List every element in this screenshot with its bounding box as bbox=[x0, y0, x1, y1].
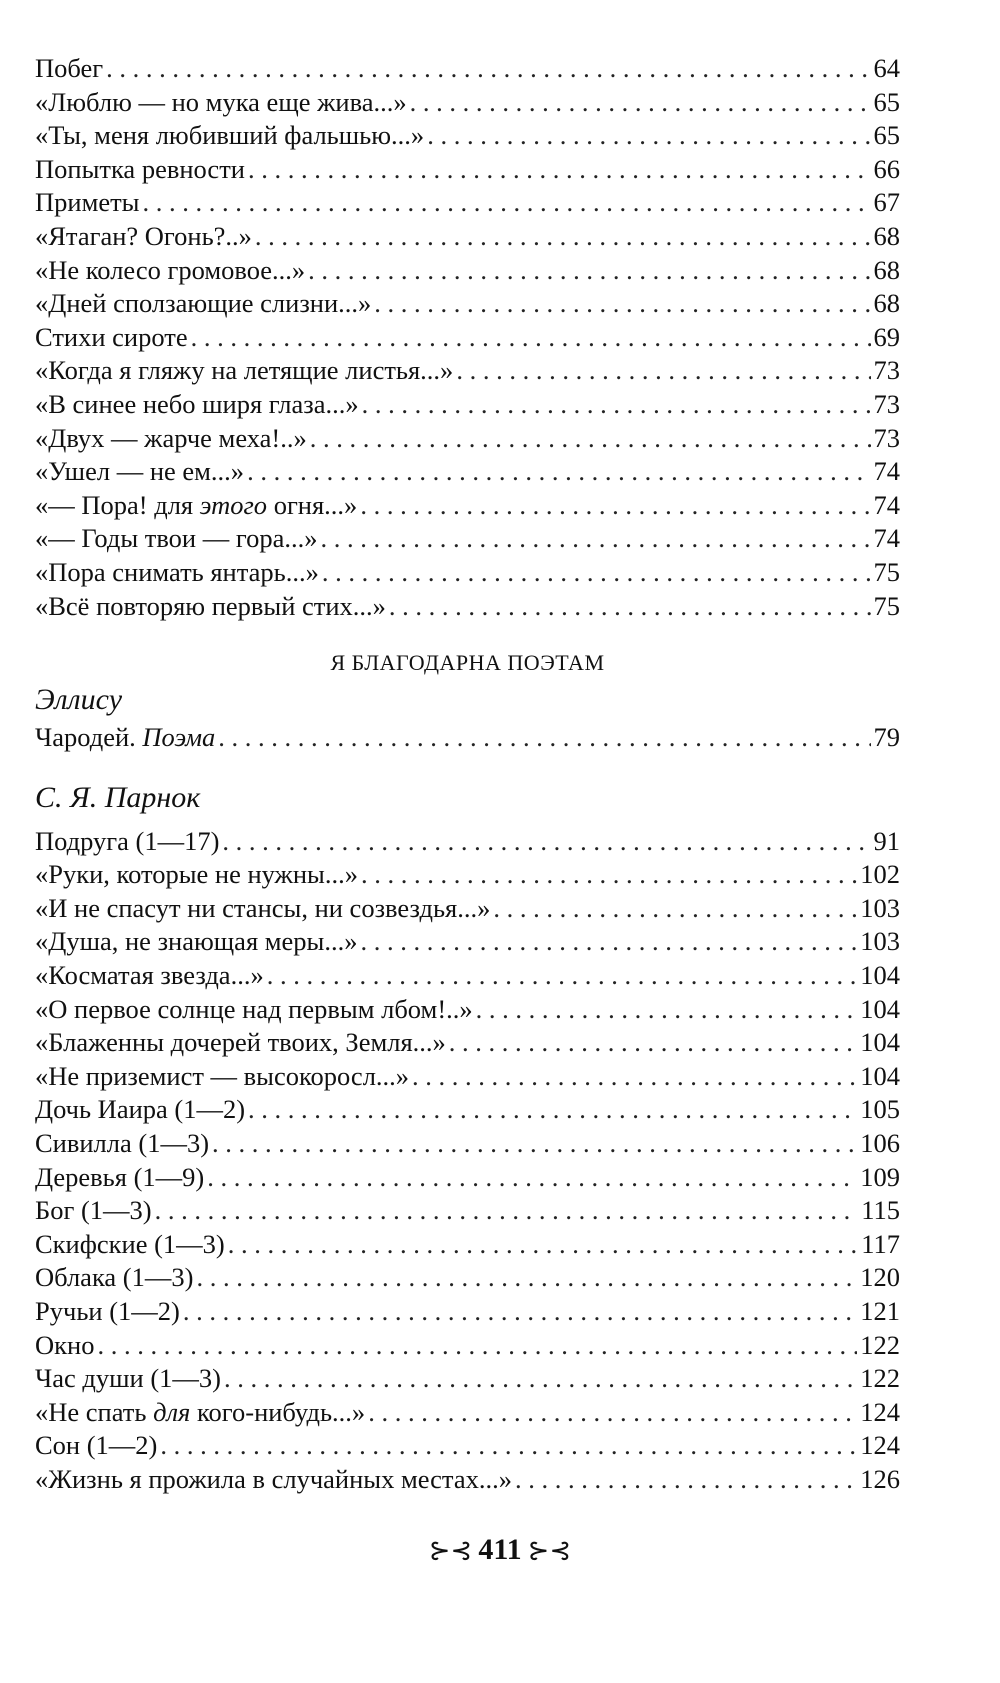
dot-leader bbox=[308, 254, 870, 288]
toc-entry bbox=[35, 1396, 900, 1430]
ornament-left-icon: ⊱⊰ bbox=[428, 1536, 473, 1565]
toc-entry bbox=[35, 590, 900, 624]
table-of-contents bbox=[35, 52, 900, 1497]
dot-leader bbox=[218, 721, 870, 755]
entry-page: 91 bbox=[873, 825, 900, 856]
entry-title: «Дней сползающие слизни...» bbox=[35, 288, 372, 319]
entry-page: 120 bbox=[860, 1262, 900, 1293]
entry-title-part: огня...» bbox=[267, 489, 358, 520]
entry-title: «Ятаган? Огонь?..» bbox=[35, 220, 252, 251]
entry-title: «Не колесо громовое...» bbox=[35, 254, 306, 285]
entry-title: Попытка ревности bbox=[35, 153, 245, 184]
toc-entry bbox=[35, 1261, 900, 1295]
entry-title: «Двух — жарче меха!..» bbox=[35, 422, 307, 453]
entry-page: 122 bbox=[860, 1329, 900, 1360]
entry-page: 124 bbox=[860, 1430, 900, 1461]
toc-section-1 bbox=[35, 52, 900, 623]
entry-title-part: кого-нибудь...» bbox=[190, 1396, 366, 1427]
entry-title: «Жизнь я прожила в случайных местах...» bbox=[35, 1463, 512, 1494]
entry-title-italic: этого bbox=[199, 489, 268, 520]
entry-page: 74 bbox=[873, 456, 900, 487]
entry-page: 68 bbox=[873, 288, 900, 319]
entry-page: 68 bbox=[873, 254, 900, 285]
dot-leader bbox=[310, 422, 871, 456]
entry-page: 65 bbox=[873, 86, 900, 117]
entry-page: 73 bbox=[873, 355, 900, 386]
dot-leader bbox=[362, 388, 871, 422]
dot-leader bbox=[248, 153, 871, 187]
entry-page: 103 bbox=[860, 892, 900, 923]
dot-leader bbox=[155, 1194, 859, 1228]
entry-page: 102 bbox=[860, 859, 900, 890]
entry-title: «Пора снимать янтарь...» bbox=[35, 556, 319, 587]
entry-page: 104 bbox=[860, 1060, 900, 1091]
entry-title: «Когда я гляжу на летящие листья...» bbox=[35, 355, 454, 386]
entry-page: 75 bbox=[873, 590, 900, 621]
dot-leader bbox=[207, 1161, 857, 1195]
entry-page: 73 bbox=[873, 422, 900, 453]
dot-leader bbox=[361, 858, 857, 892]
entry-page: 124 bbox=[860, 1396, 900, 1427]
entry-title: «Косматая звезда...» bbox=[35, 960, 264, 991]
entry-page: 122 bbox=[860, 1363, 900, 1394]
dot-leader bbox=[360, 489, 870, 523]
dot-leader bbox=[160, 1429, 857, 1463]
ornament-right-icon: ⊱⊰ bbox=[527, 1536, 572, 1565]
toc-entry bbox=[35, 522, 900, 556]
entry-title: Бог (1—3) bbox=[35, 1195, 152, 1226]
toc-entry bbox=[35, 422, 900, 456]
author-heading-ellisu: Эллису bbox=[35, 683, 123, 717]
entry-title: Подруга (1—17) bbox=[35, 825, 220, 856]
toc-entry bbox=[35, 1127, 900, 1161]
entry-title: Ручьи (1—2) bbox=[35, 1296, 180, 1326]
toc-entry bbox=[35, 1194, 900, 1228]
entry-title: Побег bbox=[35, 53, 104, 83]
toc-entry bbox=[35, 186, 900, 220]
dot-leader bbox=[222, 825, 870, 859]
dot-leader bbox=[374, 287, 870, 321]
dot-leader bbox=[183, 1295, 857, 1329]
entry-page: 109 bbox=[860, 1161, 900, 1192]
entry-page: 68 bbox=[873, 220, 900, 251]
entry-title: Стихи сироте bbox=[35, 321, 188, 352]
toc-entry bbox=[35, 858, 900, 892]
toc-entry bbox=[35, 1329, 900, 1363]
entry-title: Облака (1—3) bbox=[35, 1262, 194, 1293]
toc-entry bbox=[35, 86, 900, 120]
entry-page: 67 bbox=[873, 187, 900, 218]
toc-entry bbox=[35, 556, 900, 590]
author-heading-parnok: С. Я. Парнок bbox=[35, 780, 201, 814]
dot-leader bbox=[191, 321, 871, 355]
entry-title-italic: Поэма bbox=[142, 722, 216, 753]
toc-entry bbox=[35, 388, 900, 422]
toc-section-parnok bbox=[35, 825, 900, 1497]
toc-entry bbox=[35, 1463, 900, 1497]
entry-page: 74 bbox=[873, 523, 900, 554]
entry-title-part: Чародей. bbox=[35, 722, 143, 753]
dot-leader bbox=[267, 959, 858, 993]
entry-page: 64 bbox=[873, 53, 900, 83]
entry-title-italic: для bbox=[153, 1396, 191, 1427]
toc-entry bbox=[35, 1093, 900, 1127]
toc-entry bbox=[35, 1161, 900, 1195]
dot-leader bbox=[389, 590, 871, 624]
entry-title-part: «Не спать bbox=[35, 1396, 154, 1427]
entry-title: Окно bbox=[35, 1329, 95, 1360]
entry-page: 126 bbox=[860, 1463, 900, 1494]
entry-page: 74 bbox=[873, 489, 900, 520]
entry-title: «О первое солнце над первым лбом!..» bbox=[35, 993, 473, 1024]
entry-title: «Блаженны дочерей твоих, Земля...» bbox=[35, 1027, 446, 1058]
dot-leader bbox=[410, 86, 871, 120]
entry-title: Скифские (1—3) bbox=[35, 1228, 225, 1259]
entry-title-part: «— Пора! для bbox=[35, 489, 200, 520]
entry-title bbox=[35, 489, 357, 523]
entry-page: 106 bbox=[860, 1128, 900, 1159]
entry-title: Приметы bbox=[35, 187, 140, 218]
entry-title: «Люблю — но мука еще жива...» bbox=[35, 86, 407, 117]
dot-leader bbox=[427, 119, 870, 153]
entry-title: «Душа, не знающая меры...» bbox=[35, 926, 358, 957]
entry-page: 115 bbox=[861, 1195, 900, 1226]
toc-entry bbox=[35, 1060, 900, 1094]
dot-leader bbox=[248, 1093, 857, 1127]
entry-title: «В синее небо ширя глаза...» bbox=[35, 388, 359, 419]
entry-page: 121 bbox=[860, 1296, 900, 1326]
dot-leader bbox=[322, 556, 871, 590]
dot-leader bbox=[255, 220, 871, 254]
toc-entry bbox=[35, 721, 900, 755]
toc-entry bbox=[35, 455, 900, 489]
dot-leader bbox=[196, 1261, 857, 1295]
entry-page: 117 bbox=[861, 1228, 900, 1259]
dot-leader bbox=[97, 1329, 857, 1363]
entry-title: Сон (1—2) bbox=[35, 1430, 158, 1461]
entry-title: «И не спасут ни стансы, ни созвездья...» bbox=[35, 892, 491, 923]
dot-leader bbox=[143, 186, 871, 220]
entry-page: 104 bbox=[860, 993, 900, 1024]
toc-entry bbox=[35, 1429, 900, 1463]
entry-page: 73 bbox=[873, 388, 900, 419]
entry-title: «Руки, которые не нужны...» bbox=[35, 859, 358, 890]
toc-entry bbox=[35, 254, 900, 288]
entry-page: 69 bbox=[873, 321, 900, 352]
entry-page: 65 bbox=[873, 120, 900, 151]
entry-title: Сивилла (1—3) bbox=[35, 1128, 210, 1159]
toc-entry bbox=[35, 119, 900, 153]
entry-title: «— Годы твои — гора...» bbox=[35, 523, 318, 554]
toc-entry bbox=[35, 220, 900, 254]
dot-leader bbox=[228, 1228, 858, 1262]
toc-entry bbox=[35, 287, 900, 321]
toc-entry bbox=[35, 959, 900, 993]
toc-entry bbox=[35, 892, 900, 926]
dot-leader bbox=[412, 1060, 857, 1094]
entry-title: Деревья (1—9) bbox=[35, 1161, 205, 1192]
toc-entry bbox=[35, 52, 900, 86]
toc-entry bbox=[35, 1295, 900, 1329]
toc-entry bbox=[35, 153, 900, 187]
toc-entry bbox=[35, 1026, 900, 1060]
dot-leader bbox=[456, 354, 870, 388]
entry-title bbox=[35, 721, 215, 755]
entry-page: 104 bbox=[860, 960, 900, 991]
page-footer bbox=[0, 1533, 1000, 1567]
toc-entry bbox=[35, 993, 900, 1027]
dot-leader bbox=[493, 892, 857, 926]
entry-title bbox=[35, 1396, 365, 1430]
dot-leader bbox=[368, 1396, 857, 1430]
toc-entry bbox=[35, 321, 900, 355]
dot-leader bbox=[247, 455, 870, 489]
toc-entry bbox=[35, 489, 900, 523]
toc-entry bbox=[35, 825, 900, 859]
page-number: 411 bbox=[478, 1533, 522, 1566]
entry-page: 66 bbox=[873, 153, 900, 184]
dot-leader bbox=[515, 1463, 857, 1497]
toc-entry bbox=[35, 925, 900, 959]
entry-title: «Ушел — не ем...» bbox=[35, 456, 245, 487]
dot-leader bbox=[476, 993, 858, 1027]
toc-entry bbox=[35, 1362, 900, 1396]
entry-page: 75 bbox=[873, 556, 900, 587]
dot-leader bbox=[106, 52, 870, 86]
dot-leader bbox=[224, 1362, 857, 1396]
entry-title: «Всё повторяю первый стих...» bbox=[35, 590, 386, 621]
entry-title: «Не приземист — высокоросл...» bbox=[35, 1060, 410, 1091]
dot-leader bbox=[320, 522, 870, 556]
entry-title: «Ты, меня любивший фальшью...» bbox=[35, 120, 425, 151]
toc-entry bbox=[35, 354, 900, 388]
entry-title: Час души (1—3) bbox=[35, 1363, 221, 1394]
entry-page: 103 bbox=[860, 926, 900, 957]
dot-leader bbox=[360, 925, 857, 959]
entry-title: Дочь Иаира (1—2) bbox=[35, 1094, 246, 1125]
entry-page: 104 bbox=[860, 1027, 900, 1058]
dot-leader bbox=[449, 1026, 857, 1060]
entry-page: 105 bbox=[860, 1094, 900, 1125]
toc-entry bbox=[35, 1228, 900, 1262]
section-heading: Я БЛАГОДАРНА ПОЭТАМ bbox=[330, 650, 605, 676]
entry-page: 79 bbox=[873, 722, 900, 753]
dot-leader bbox=[212, 1127, 857, 1161]
